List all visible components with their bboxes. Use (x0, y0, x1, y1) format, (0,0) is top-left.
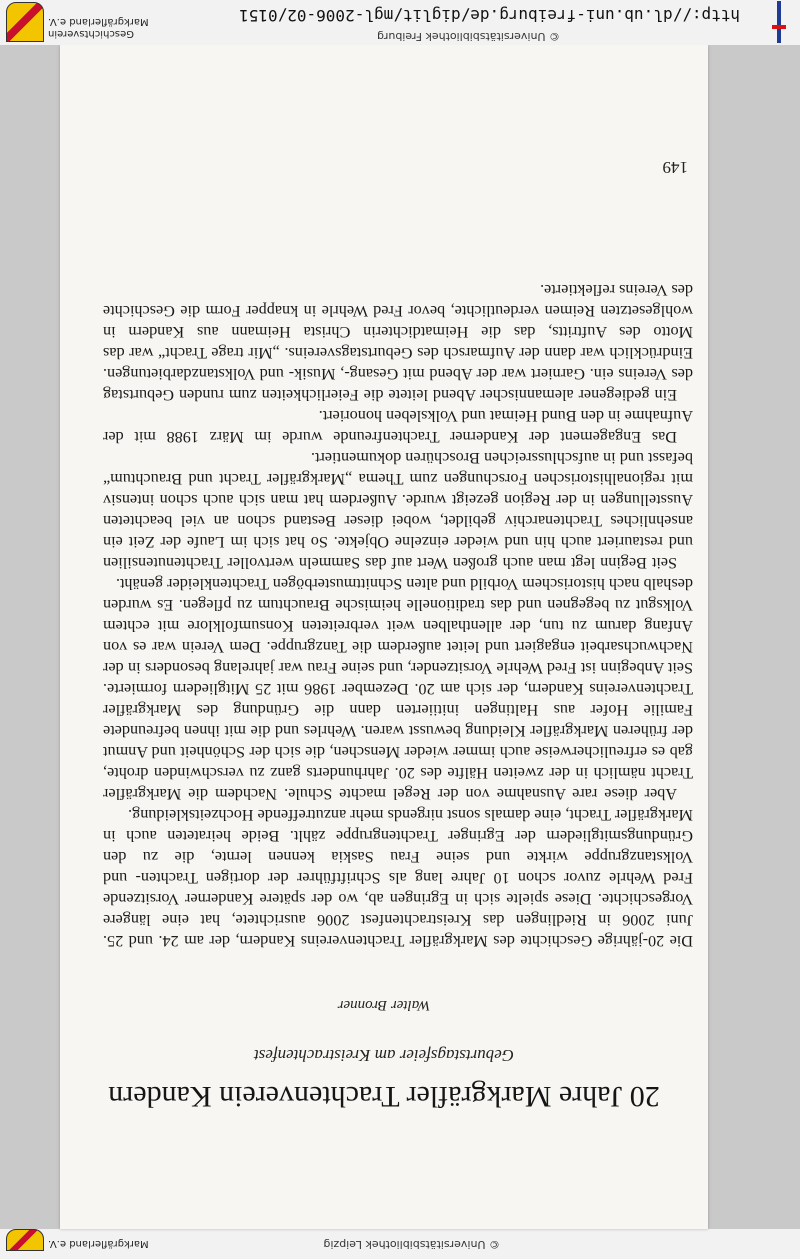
society-crest-icon (6, 2, 44, 42)
top-society: Markgräflerland e.V. (48, 1238, 149, 1249)
footer-banner (0, 0, 800, 45)
paragraph: Das Engagement der Kanderner Trachtenfreunde wurde im März 1988 mit der Aufnahme in den Bund Heimat und Volksleben honoriert. (103, 407, 693, 446)
article-author: Walter Bronner (337, 997, 431, 1013)
page-number: 149 (662, 158, 688, 177)
university-logo-icon (772, 1, 786, 43)
top-copyright: © Universitätsbibliothek Leipzig (323, 1238, 500, 1251)
society-line-1: Geschichtsverein (48, 28, 134, 39)
paragraph: Die 20-jährige Geschichte des Markgräfler Trachtenvereins Kandern, der am 24. und 25. Juni 2006 in Riedlingen das Kreistrachtenfest 2006 ausrichtete, hat eine längere Vorgeschichte. Diese spielte sich in Egringen ab, wo der spätere Kanderner Vorsitzende Fred Wehrle zuvor schon 10 Jahre lang als Schriftführer der dortigen Trachten- und Volkstanzgruppe wirkte und seine Frau Saskia kennen lernte, die zu den Gründungsmitgliedern der Egringer Trachtengruppe zählt. Beide heirateten auch in Markgräfler Tracht, eine damals sonst nirgends mehr anzutreffende Hochzeitskleidung. (103, 806, 693, 950)
society-line-2: Markgräflerland e.V. (48, 16, 149, 27)
article-title: 20 Jahre Markgräfler Trachtenverein Kandern (108, 1080, 660, 1113)
top-crest-icon (6, 1229, 44, 1251)
top-banner (0, 1229, 800, 1259)
footer-copyright: © Universitätsbibliothek Freiburg (377, 30, 560, 43)
article-body (103, 279, 693, 951)
article-subtitle: Geburtstagsfeier am Kreistrachtenfest (254, 1046, 515, 1065)
footer-url-link[interactable]: http://dl.ub.uni-freiburg.de/diglit/mgl-2006-02/0151 (239, 6, 740, 25)
paragraph: Aber diese rare Ausnahme von der Regel machte Schule. Nachdem die Markgräfler Tracht nämlich in der zweiten Hälfte des 20. Jahrhunderts ganz zu verschwinden drohte, gab es erfreulicherweise auch immer wieder Menschen, die sich der Schönheit und Anmut der früheren Markgräfler Kleidung bewusst waren. Wehrles und die mit ihnen befreundete Familie Hofer aus Haltingen initiierten dann die Gründung des Markgräfler Trachtenvereins Kandern, der sich am 20. Dezember 1986 mit 25 Mitgliedern formierte. Seit Anbeginn ist Fred Wehrle Vorsitzender, und seine Frau war jahrelang besonders in der Nachwuchsarbeit engagiert und leitet außerdem die Tanzgruppe. Dem Verein war es von Anfang darum zu tun, der allenthalben weit verbreiteten Konsumfolklore mit echtem Volksgut zu begegnen und das traditionelle heimische Brauchtum zu pflegen. Es wurden deshalb nach historischem Vorbild und alten Schnittmusterbögen Trachtenkleider genäht. (103, 575, 693, 803)
scanned-page (60, 45, 708, 1229)
paragraph: Ein gediegener alemannischer Abend leitete die Feierlichkeiten zum runden Geburtstag des Vereins ein. Garniert war der Abend mit Gesang-, Musik- und Volkstanzdarbietungen. Eindrücklich war dann der Aufmarsch des Geburtstagsvereins. „Mir trage Tracht“ war das Motto des Auftritts, das die Heimatdichterin Christa Heimann aus Kandern in wohlgesetzten Reimen verdeutlichte, bevor Fred Wehrle in knapper Form die Geschichte des Vereins reflektierte. (103, 281, 693, 404)
paragraph: Seit Beginn legt man auch großen Wert auf das Sammeln wertvoller Trachtenutensilien und restauriert auch hin und wieder einzelne Objekte. So hat sich im Laufe der Zeit ein ansehnliches Trachtenarchiv gebildet, wobei dieser Bestand schon an viel beachteten Ausstellungen in der Region gezeigt wurde. Außerdem hat man sich auch schon intensiv mit regionalhistorischen Forschungen zum Thema „Markgräfler Tracht und Brauchtum“ befasst und in aufschlussreichen Broschüren dokumentiert. (103, 449, 693, 572)
society-name (48, 15, 149, 39)
